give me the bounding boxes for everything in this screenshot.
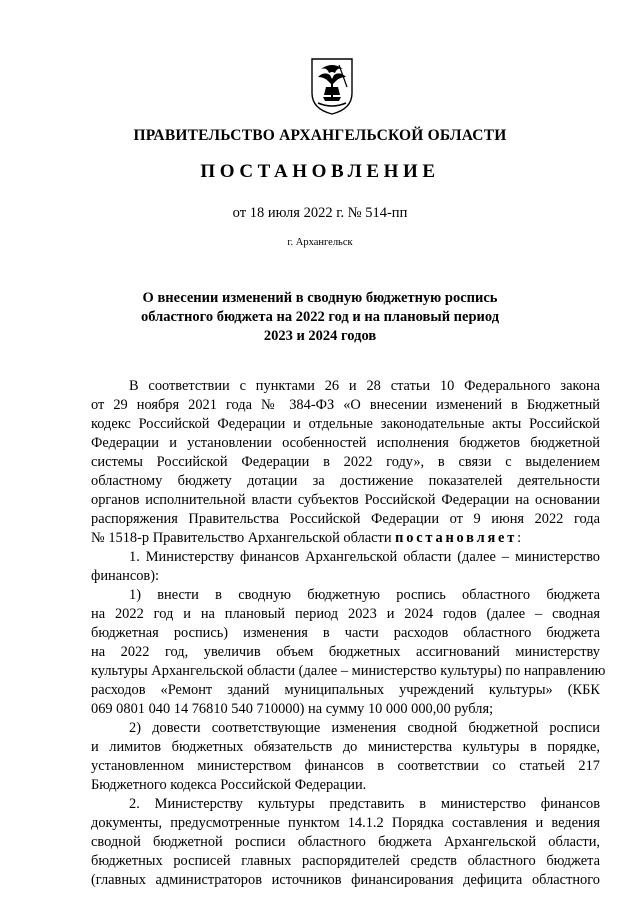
document-body bbox=[91, 377, 606, 890]
body-line: на 2022 год, увеличив объем бюджетных ассигнований министерству bbox=[91, 644, 600, 660]
resolves-colon: : bbox=[517, 530, 522, 546]
body-line: В соответствии с пунктами 26 и 28 статьи 10 Федерального закона bbox=[129, 378, 600, 394]
body-line: бюджетных росписей главных распорядителей средств областного бюджета bbox=[91, 853, 600, 869]
document-type: ПОСТАНОВЛЕНИЕ bbox=[200, 161, 440, 182]
body-line: 2) довести соответствующие изменения сводной бюджетной росписи bbox=[129, 720, 600, 736]
body-line: установленном министерством финансов в соответствии со статьей 217 bbox=[91, 758, 600, 774]
body-line: Федерации и установлении особенностей исполнения бюджетов бюджетной bbox=[91, 435, 600, 451]
body-line: и лимитов бюджетных обязательств до министерства культуры в порядке, bbox=[91, 739, 600, 755]
body-line: органов исполнительной власти субъектов Российской Федерации на основании bbox=[91, 492, 600, 508]
organization-name: ПРАВИТЕЛЬСТВО АРХАНГЕЛЬСКОЙ ОБЛАСТИ bbox=[133, 127, 507, 144]
body-line: сводной бюджетной росписи областного бюджета Архангельской области, bbox=[91, 834, 600, 850]
body-line: 1) внести в сводную бюджетную роспись областного бюджета bbox=[129, 587, 600, 603]
document-title bbox=[120, 289, 520, 346]
body-line: культуры Архангельской области (далее – министерство культуры) по направлению bbox=[91, 663, 606, 679]
resolves-word: постановляет bbox=[395, 530, 518, 546]
title-line: О внесении изменений в сводную бюджетную роспись bbox=[142, 290, 498, 306]
body-line: 1. Министерству финансов Архангельской области (далее – министерство bbox=[129, 549, 600, 565]
body-line: (главных администраторов источников финансирования дефицита областного bbox=[91, 872, 600, 888]
body-line: 069 0801 040 14 76810 540 710000) на сумму 10 000 000,00 рубля; bbox=[91, 701, 494, 717]
date-and-number: от 18 июля 2022 г. № 514-пп bbox=[232, 205, 408, 221]
body-text: № 1518-р Правительство Архангельской области bbox=[91, 530, 392, 546]
body-line: распоряжения Правительства Российской Федерации от 9 июня 2022 года bbox=[91, 511, 600, 527]
city-name: г. Архангельск bbox=[287, 237, 353, 248]
title-line: 2023 и 2024 годов bbox=[263, 328, 377, 344]
body-line: документы, предусмотренные пунктом 14.1.2 Порядка составления и ведения bbox=[91, 815, 600, 831]
body-line: областному бюджету дотации за достижение показателей деятельности bbox=[91, 473, 600, 489]
title-line: областного бюджета на 2022 год и на плановый период bbox=[140, 309, 500, 325]
coat-of-arms-icon bbox=[309, 57, 355, 115]
body-line: от 29 ноября 2021 года № 384-ФЗ «О внесении изменений в Бюджетный bbox=[91, 397, 600, 413]
body-line: системы Российской Федерации в 2022 году», в связи с выделением bbox=[91, 454, 600, 470]
body-line: 2. Министерству культуры представить в министерство финансов bbox=[129, 796, 600, 812]
body-line: Бюджетного кодекса Российской Федерации. bbox=[91, 777, 367, 793]
body-line-resolves bbox=[91, 529, 600, 548]
body-line: кодекс Российской Федерации и отдельные законодательные акты Российской bbox=[91, 416, 600, 432]
body-line: бюджетная роспись) изменения в части расходов областного бюджета bbox=[91, 625, 600, 641]
body-line: на 2022 год и на плановый период 2023 и 2024 годов (далее – сводная bbox=[91, 606, 600, 622]
body-line: финансов): bbox=[91, 568, 159, 584]
body-line: расходов «Ремонт зданий муниципальных учреждений культуры» (КБК bbox=[91, 682, 600, 698]
